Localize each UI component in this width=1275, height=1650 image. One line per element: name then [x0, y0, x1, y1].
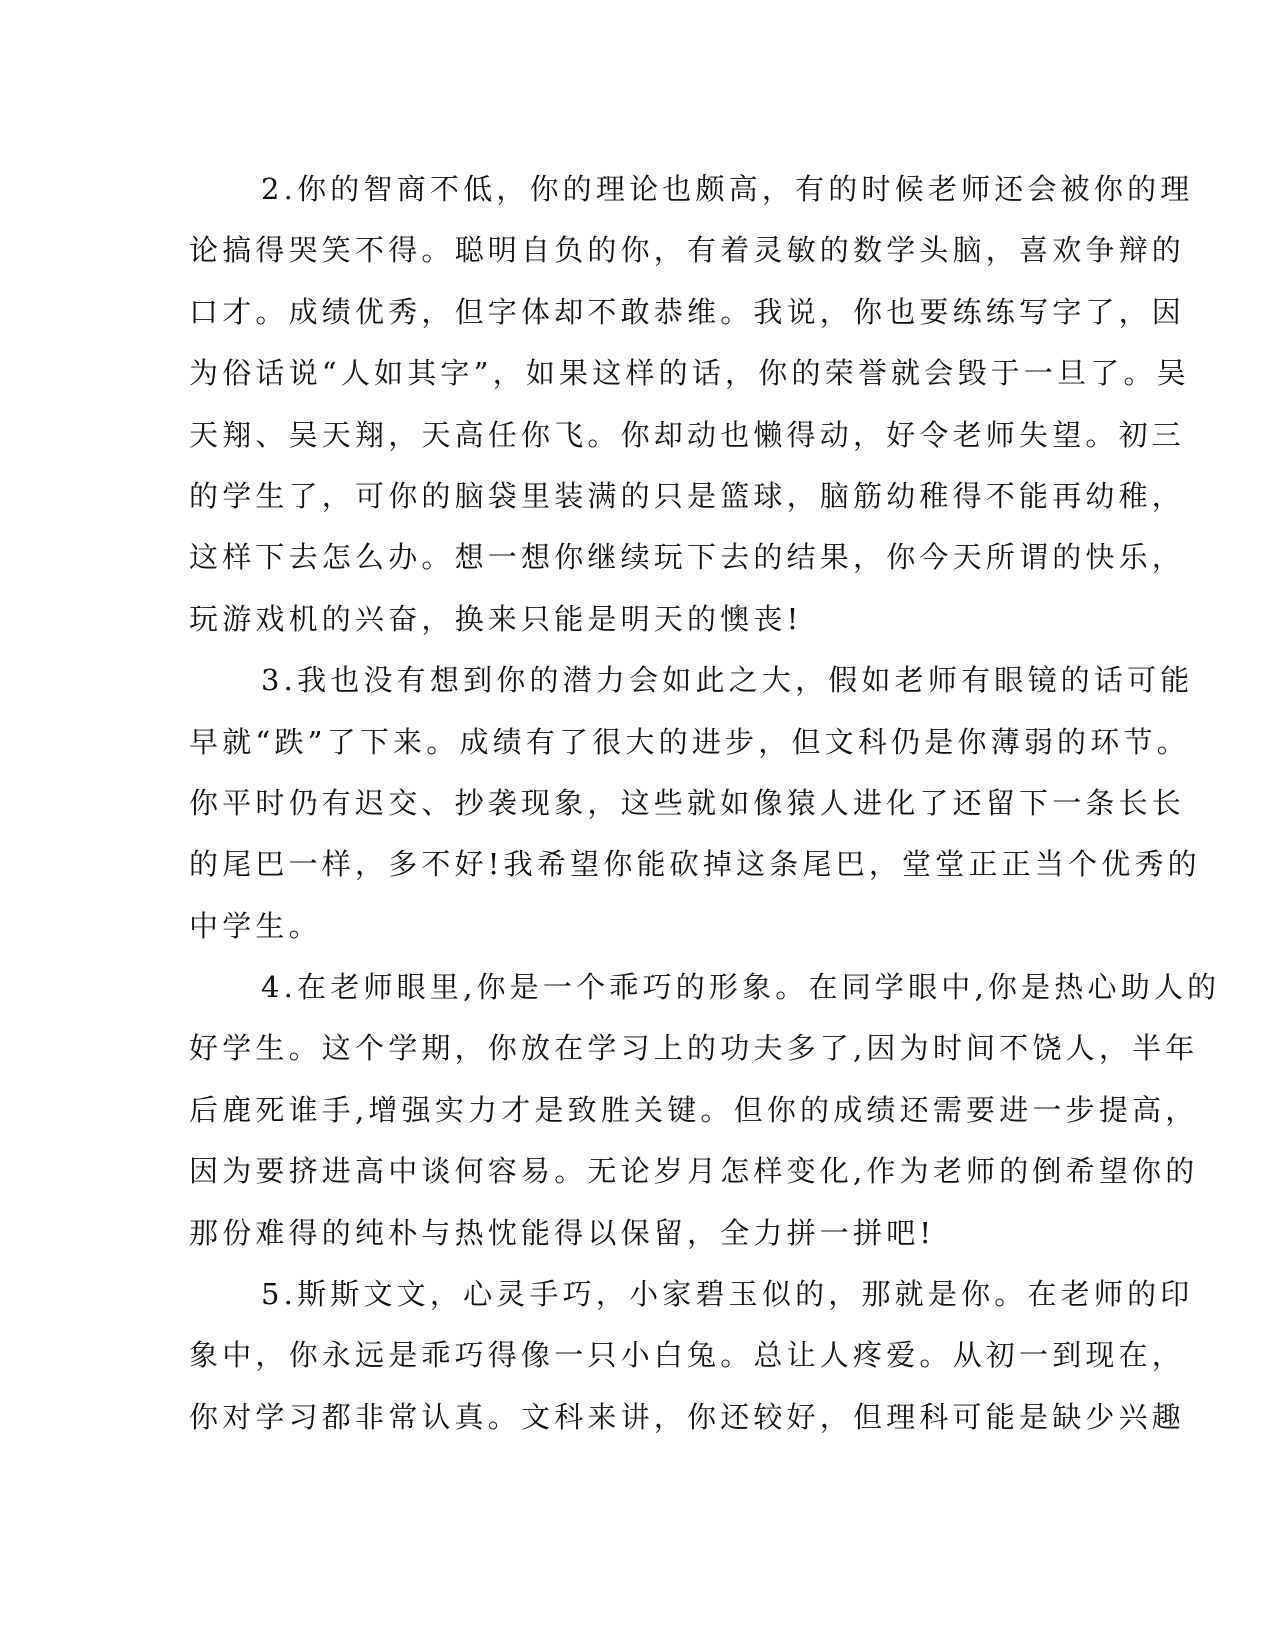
- text-line: 2.你的智商不低，你的理论也颇高，有的时候老师还会被你的理: [261, 172, 1194, 206]
- paragraph-3: [189, 650, 1201, 957]
- paragraph-5: [189, 1264, 1194, 1448]
- text-line: 早就“跌”了下来。成绩有了很大的进步，但文科仍是你薄弱的环节。: [189, 724, 1190, 759]
- paragraph-4: [189, 957, 1221, 1264]
- text-line: 论搞得哭笑不得。聪明自负的你，有着灵敏的数学头脑，喜欢争辩的: [189, 233, 1186, 268]
- text-line: 4.在老师眼里,你是一个乖巧的形象。在同学眼中,你是热心助人的: [261, 970, 1221, 1005]
- text-line: 后鹿死谁手,增强实力才是致胜关键。但你的成绩还需要进一步提高，: [189, 1092, 1199, 1127]
- text-line: 的尾巴一样，多不好!我希望你能砍掉这条尾巴，堂堂正正当个优秀的: [189, 847, 1201, 882]
- text-line: 中学生。: [189, 908, 322, 943]
- text-line: 天翔、吴天翔，天高任你飞。你却动也懒得动，好令老师失望。初三: [189, 417, 1186, 452]
- text-line: 好学生。这个学期，你放在学习上的功夫多了,因为时间不饶人，半年: [189, 1031, 1199, 1066]
- text-line: 为俗话说“人如其字”，如果这样的话，你的荣誉就会毁于一旦了。吴: [189, 356, 1190, 391]
- text-line: 你平时仍有迟交、抄袭现象，这些就如像猿人进化了还留下一条长长: [189, 785, 1186, 820]
- text-line: 玩游戏机的兴奋，换来只能是明天的懊丧!: [189, 601, 803, 636]
- text-line: 3.我也没有想到你的潜力会如此之大，假如老师有眼镜的话可能: [261, 663, 1194, 698]
- text-line: 那份难得的纯朴与热忱能得以保留，全力拼一拼吧!: [189, 1215, 936, 1250]
- text-line: 口才。成绩优秀，但字体却不敢恭维。我说，你也要练练写字了，因: [189, 294, 1186, 329]
- text-line: 5.斯斯文文，心灵手巧，小家碧玉似的，那就是你。在老师的印: [261, 1277, 1194, 1312]
- paragraph-2: [189, 159, 1194, 650]
- text-line: 这样下去怎么办。想一想你继续玩下去的结果，你今天所谓的快乐，: [189, 540, 1186, 575]
- document-body: [189, 159, 1221, 1448]
- text-line: 因为要挤进高中谈何容易。无论岁月怎样变化,作为老师的倒希望你的: [189, 1154, 1199, 1189]
- text-line: 象中，你永远是乖巧得像一只小白兔。总让人疼爱。从初一到现在，: [189, 1338, 1186, 1373]
- text-line: 你对学习都非常认真。文科来讲，你还较好，但理科可能是缺少兴趣: [189, 1399, 1186, 1434]
- text-line: 的学生了，可你的脑袋里装满的只是篮球，脑筋幼稚得不能再幼稚，: [189, 478, 1186, 513]
